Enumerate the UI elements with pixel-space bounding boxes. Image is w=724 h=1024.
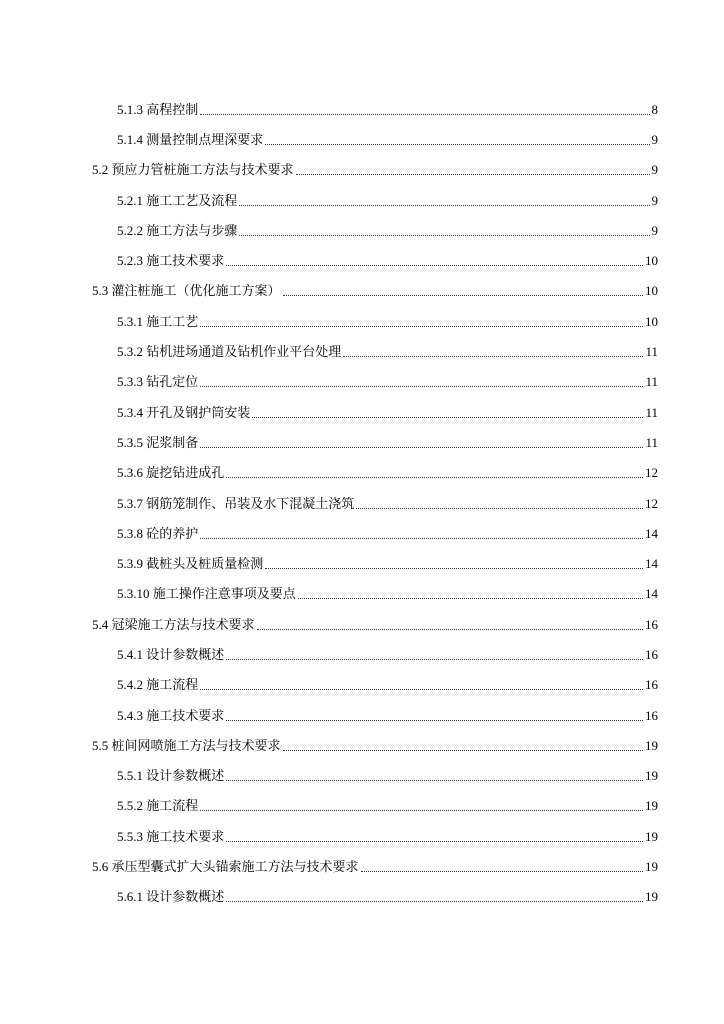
toc-subsection-entry[interactable] — [117, 367, 658, 397]
dot-leader — [200, 447, 643, 448]
toc-entry-label — [117, 345, 343, 358]
toc-page-number: 16 — [645, 677, 658, 693]
toc-page-number: 19 — [645, 859, 658, 875]
toc-entry-title: 设计参数概述 — [146, 646, 225, 662]
toc-page-number: 8 — [651, 101, 658, 117]
toc-page-number: 14 — [645, 556, 658, 572]
toc-entry-title: 施工工艺及流程 — [146, 192, 238, 208]
toc-entry-number: 5.4.1 — [117, 646, 143, 662]
toc-page-number: 16 — [645, 646, 658, 662]
toc-entry-label — [117, 648, 226, 661]
toc-entry-number: 5.2.1 — [117, 192, 143, 208]
toc-entry-label — [117, 224, 239, 237]
toc-page-number: 12 — [645, 495, 658, 511]
toc-entry-title: 预应力管桩施工方法与技术要求 — [111, 162, 294, 178]
dot-leader — [226, 841, 643, 842]
toc-entry-title: 设计参数概述 — [146, 768, 225, 784]
toc-entry-number: 5.4.3 — [117, 707, 143, 723]
toc-section-entry[interactable] — [92, 730, 658, 760]
toc-subsection-entry[interactable] — [117, 215, 658, 245]
toc-entry-title: 承压型囊式扩大头锚索施工方法与技术要求 — [111, 859, 359, 875]
toc-entry-title: 截桩头及桩质量检测 — [146, 556, 264, 572]
toc-entry-number: 5.2 — [92, 162, 109, 178]
toc-page-number: 9 — [651, 162, 658, 178]
toc-entry-label — [117, 194, 239, 207]
dot-leader — [343, 356, 643, 357]
toc-section-entry[interactable] — [92, 851, 658, 881]
dot-leader — [226, 477, 643, 478]
toc-entry-title: 砼的养护 — [146, 525, 199, 541]
table-of-contents — [0, 94, 724, 912]
toc-subsection-entry[interactable] — [117, 821, 658, 851]
dot-leader — [265, 144, 649, 145]
toc-entry-number: 5.3.2 — [117, 344, 143, 360]
dot-leader — [283, 750, 643, 751]
toc-page-number: 19 — [645, 828, 658, 844]
toc-subsection-entry[interactable] — [117, 548, 658, 578]
dot-leader — [200, 689, 643, 690]
toc-entry-label — [117, 709, 226, 722]
toc-entry-label — [117, 103, 200, 116]
toc-page-number: 11 — [645, 434, 658, 450]
toc-entry-label — [92, 739, 283, 752]
toc-page-number: 9 — [651, 192, 658, 208]
toc-entry-number: 5.3 — [92, 283, 109, 299]
dot-leader — [200, 386, 643, 387]
toc-entry-title: 开孔及钢护筒安装 — [146, 404, 251, 420]
toc-page-number: 14 — [645, 525, 658, 541]
dot-leader — [200, 326, 643, 327]
dot-leader — [226, 901, 643, 902]
toc-entry-title: 施工技术要求 — [146, 828, 225, 844]
toc-entry-label — [117, 497, 356, 510]
dot-leader — [200, 810, 643, 811]
toc-entry-label — [117, 466, 226, 479]
toc-page-number: 16 — [645, 707, 658, 723]
toc-subsection-entry[interactable] — [117, 518, 658, 548]
toc-entry-number: 5.4.2 — [117, 677, 143, 693]
toc-page-number: 12 — [645, 465, 658, 481]
dot-leader — [226, 659, 643, 660]
dot-leader — [265, 568, 643, 569]
toc-entry-title: 施工方法与步骤 — [146, 222, 238, 238]
toc-entry-label — [117, 557, 265, 570]
toc-entry-label — [117, 769, 226, 782]
toc-entry-label — [92, 860, 361, 873]
toc-subsection-entry[interactable] — [117, 458, 658, 488]
toc-entry-number: 5.3.5 — [117, 434, 143, 450]
toc-entry-label — [117, 830, 226, 843]
toc-subsection-entry[interactable] — [117, 306, 658, 336]
toc-entry-title: 测量控制点埋深要求 — [146, 131, 264, 147]
toc-entry-title: 施工技术要求 — [146, 707, 225, 723]
toc-page-number: 10 — [645, 283, 658, 299]
toc-entry-number: 5.3.1 — [117, 313, 143, 329]
toc-entry-title: 桩间网喷施工方法与技术要求 — [111, 737, 281, 753]
toc-subsection-entry[interactable] — [117, 761, 658, 791]
toc-entry-number: 5.3.6 — [117, 465, 143, 481]
dot-leader — [252, 417, 643, 418]
dot-leader — [283, 295, 643, 296]
toc-page-number: 19 — [645, 768, 658, 784]
toc-subsection-entry[interactable] — [117, 700, 658, 730]
toc-entry-label — [92, 618, 257, 631]
toc-page-number: 19 — [645, 889, 658, 905]
toc-entry-title: 冠梁施工方法与技术要求 — [111, 616, 255, 632]
toc-entry-label — [117, 527, 200, 540]
dot-leader — [361, 871, 643, 872]
toc-subsection-entry[interactable] — [117, 639, 658, 669]
toc-entry-number: 5.2.2 — [117, 222, 143, 238]
toc-section-entry[interactable] — [92, 276, 658, 306]
toc-entry-title: 施工工艺 — [146, 313, 199, 329]
dot-leader — [296, 174, 650, 175]
toc-subsection-entry[interactable] — [117, 670, 658, 700]
toc-subsection-entry[interactable] — [117, 245, 658, 275]
toc-entry-label — [92, 284, 283, 297]
toc-entry-label — [92, 163, 296, 176]
toc-entry-label — [117, 436, 200, 449]
toc-entry-number: 5.1.4 — [117, 131, 143, 147]
toc-subsection-entry[interactable] — [117, 185, 658, 215]
dot-leader — [239, 235, 649, 236]
toc-page-number: 11 — [645, 404, 658, 420]
toc-subsection-entry[interactable] — [117, 336, 658, 366]
toc-entry-number: 5.6.1 — [117, 889, 143, 905]
toc-entry-number: 5.5.3 — [117, 828, 143, 844]
toc-entry-title: 设计参数概述 — [146, 889, 225, 905]
toc-subsection-entry[interactable] — [117, 791, 658, 821]
toc-page-number: 9 — [651, 222, 658, 238]
toc-entry-label — [117, 133, 265, 146]
toc-entry-title: 灌注桩施工（优化施工方案） — [111, 283, 281, 299]
toc-entry-label — [117, 315, 200, 328]
toc-entry-number: 5.3.8 — [117, 525, 143, 541]
toc-entry-number: 5.3.4 — [117, 404, 143, 420]
toc-section-entry[interactable] — [92, 155, 658, 185]
toc-entry-label — [117, 678, 200, 691]
toc-entry-title: 施工技术要求 — [146, 253, 225, 269]
dot-leader — [226, 780, 643, 781]
toc-entry-number: 5.3.10 — [117, 586, 150, 602]
toc-entry-number: 5.3.9 — [117, 556, 143, 572]
toc-entry-number: 5.5.1 — [117, 768, 143, 784]
toc-page-number: 11 — [645, 344, 658, 360]
toc-subsection-entry[interactable] — [117, 124, 658, 154]
toc-entry-title: 施工流程 — [146, 677, 199, 693]
toc-page-number: 9 — [651, 131, 658, 147]
toc-entry-number: 5.5 — [92, 737, 109, 753]
dot-leader — [239, 205, 649, 206]
toc-entry-label — [117, 406, 252, 419]
toc-entry-title: 钢筋笼制作、吊装及水下混凝土浇筑 — [146, 495, 355, 511]
toc-page-number: 14 — [645, 586, 658, 602]
toc-subsection-entry[interactable] — [117, 427, 658, 457]
toc-section-entry[interactable] — [92, 609, 658, 639]
toc-page-number: 19 — [645, 737, 658, 753]
toc-entry-label — [117, 254, 226, 267]
toc-entry-title: 旋挖钻进成孔 — [146, 465, 225, 481]
toc-page-number: 10 — [645, 313, 658, 329]
toc-entry-title: 施工流程 — [146, 798, 199, 814]
toc-entry-number: 5.3.7 — [117, 495, 143, 511]
toc-entry-title: 钻孔定位 — [146, 374, 199, 390]
toc-page-number: 16 — [645, 616, 658, 632]
toc-entry-label — [117, 587, 298, 600]
toc-entry-title: 高程控制 — [146, 101, 199, 117]
toc-entry-label — [117, 890, 226, 903]
dot-leader — [257, 629, 643, 630]
dot-leader — [298, 598, 643, 599]
toc-entry-title: 施工操作注意事项及要点 — [152, 586, 296, 602]
dot-leader — [226, 720, 643, 721]
toc-entry-number: 5.6 — [92, 859, 109, 875]
toc-entry-number: 5.4 — [92, 616, 109, 632]
toc-subsection-entry[interactable] — [117, 882, 658, 912]
dot-leader — [200, 538, 643, 539]
dot-leader — [200, 114, 649, 115]
toc-entry-number: 5.2.3 — [117, 253, 143, 269]
dot-leader — [356, 508, 643, 509]
toc-subsection-entry[interactable] — [117, 488, 658, 518]
toc-entry-label — [117, 375, 200, 388]
toc-page-number: 19 — [645, 798, 658, 814]
toc-subsection-entry[interactable] — [117, 94, 658, 124]
toc-subsection-entry[interactable] — [117, 397, 658, 427]
toc-entry-title: 泥浆制备 — [146, 434, 199, 450]
toc-entry-label — [117, 799, 200, 812]
toc-page-number: 11 — [645, 374, 658, 390]
toc-entry-number: 5.3.3 — [117, 374, 143, 390]
toc-subsection-entry[interactable] — [117, 579, 658, 609]
toc-page-number: 10 — [645, 253, 658, 269]
toc-entry-title: 钻机进场通道及钻机作业平台处理 — [146, 344, 342, 360]
toc-entry-number: 5.1.3 — [117, 101, 143, 117]
toc-entry-number: 5.5.2 — [117, 798, 143, 814]
dot-leader — [226, 265, 643, 266]
